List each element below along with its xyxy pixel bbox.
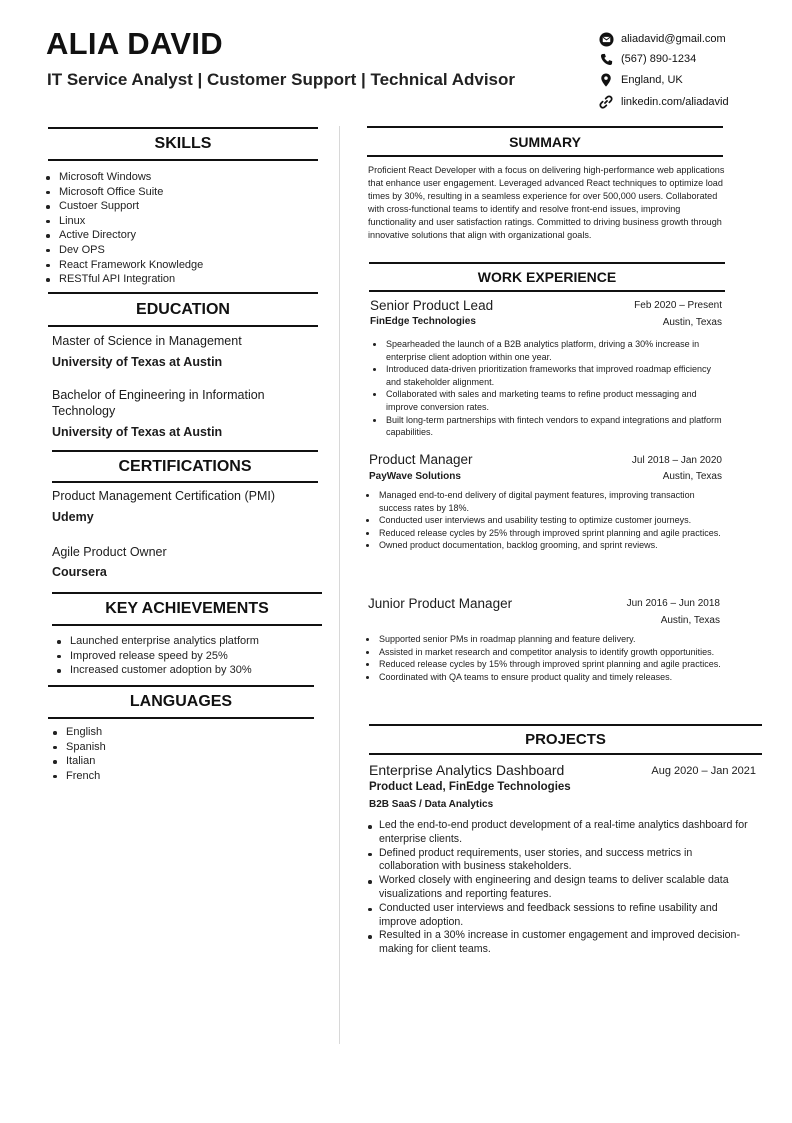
list-item: Managed end-to-end delivery of digital payment features, improving transaction success rates by 18%. xyxy=(363,489,725,514)
education-school: University of Texas at Austin xyxy=(52,355,223,369)
job-bullets xyxy=(363,633,725,683)
location-pin-icon xyxy=(598,72,614,88)
list-item: Italian xyxy=(52,754,106,769)
certification-issuer: Coursera xyxy=(52,565,107,579)
education-degree: Bachelor of Engineering in Information xyxy=(52,388,265,402)
list-item: Increased customer adoption by 30% xyxy=(56,663,259,678)
list-item: Supported senior PMs in roadmap planning and feature delivery. xyxy=(363,633,725,646)
job-company: FinEdge Technologies xyxy=(370,316,476,327)
job-dates: Jun 2016 – Jun 2018 xyxy=(626,598,720,609)
job-bullets xyxy=(370,338,726,439)
contact-linkedin[interactable] xyxy=(598,93,729,111)
contact-email[interactable] xyxy=(598,30,726,48)
candidate-tagline: IT Service Analyst | Customer Support | Technical Advisor xyxy=(47,70,515,89)
skills-heading: SKILLS xyxy=(48,127,318,161)
phone-icon xyxy=(598,51,614,67)
list-item: Resulted in a 30% increase in customer engagement and improved decision-making for client teams. xyxy=(368,929,754,957)
list-item: Launched enterprise analytics platform xyxy=(56,634,259,649)
contact-phone[interactable] xyxy=(598,50,696,68)
project-role: Product Lead, FinEdge Technologies xyxy=(369,781,571,793)
education-degree-continued: Technology xyxy=(52,404,116,418)
certification-name: Product Management Certification (PMI) xyxy=(52,489,276,503)
link-icon xyxy=(598,94,614,110)
list-item: French xyxy=(52,769,106,784)
list-item: Assisted in market research and competitor analysis to identify growth opportunities. xyxy=(363,646,725,659)
column-divider xyxy=(339,126,340,1044)
list-item: Active Directory xyxy=(45,228,203,243)
job-dates: Feb 2020 – Present xyxy=(634,300,722,311)
list-item: Owned product documentation, backlog grooming, and sprint reviews. xyxy=(363,539,725,552)
achievements-heading: KEY ACHIEVEMENTS xyxy=(52,592,322,626)
list-item: Spearheaded the launch of a B2B analytics platform, driving a 30% increase in enterprise client adoption within one year. xyxy=(370,338,726,363)
list-item: Microsoft Windows xyxy=(45,170,203,185)
list-item: Improved release speed by 25% xyxy=(56,649,259,664)
education-heading: EDUCATION xyxy=(48,292,318,327)
job-dates: Jul 2018 – Jan 2020 xyxy=(631,455,722,466)
job-title: Junior Product Manager xyxy=(368,596,513,611)
certification-issuer: Udemy xyxy=(52,510,94,524)
project-domain: B2B SaaS / Data Analytics xyxy=(369,799,494,810)
list-item: Conducted user interviews and usability testing to optimize customer journeys. xyxy=(363,514,725,527)
work-experience-heading: WORK EXPERIENCE xyxy=(369,262,725,292)
skills-list xyxy=(45,170,203,287)
list-item: Defined product requirements, user stories, and success metrics in collaboration with business stakeholders. xyxy=(368,847,754,875)
education-degree: Master of Science in Management xyxy=(52,334,242,348)
job-location: Austin, Texas xyxy=(662,317,722,328)
list-item: Built long-term partnerships with fintech vendors to expand integrations and platform capabilities. xyxy=(370,414,726,439)
summary-heading: SUMMARY xyxy=(367,126,723,157)
list-item: Spanish xyxy=(52,740,106,755)
candidate-name: ALIA DAVID xyxy=(46,26,223,61)
contact-location-text: England, UK xyxy=(621,74,683,86)
project-name: Enterprise Analytics Dashboard xyxy=(369,762,565,778)
list-item: Microsoft Office Suite xyxy=(45,185,203,200)
list-item: RESTful API Integration xyxy=(45,272,203,287)
list-item: Collaborated with sales and marketing teams to refine product messaging and improve conversion rates. xyxy=(370,388,726,413)
list-item: Introduced data-driven prioritization frameworks that improved roadmap efficiency and stakeholder alignment. xyxy=(370,363,726,388)
list-item: Linux xyxy=(45,214,203,229)
projects-heading: PROJECTS xyxy=(369,724,762,755)
languages-heading: LANGUAGES xyxy=(48,685,314,719)
job-title: Senior Product Lead xyxy=(370,298,494,313)
list-item: Reduced release cycles by 15% through improved sprint planning and agile practices. xyxy=(363,658,725,671)
project-dates: Aug 2020 – Jan 2021 xyxy=(651,765,756,777)
list-item: English xyxy=(52,725,106,740)
list-item: Dev OPS xyxy=(45,243,203,258)
list-item: Coordinated with QA teams to ensure product quality and timely releases. xyxy=(363,671,725,684)
job-title: Product Manager xyxy=(369,452,473,467)
list-item: React Framework Knowledge xyxy=(45,258,203,273)
achievements-list xyxy=(56,634,259,678)
summary-paragraph: Proficient React Developer with a focus on delivering high-performance web applications that enhance user engagement. Leveraged advanced React techniques to optimize load times by 30%, resulting in a seamless experience for over 500,000 users. Collaborated with cross-functional teams to identify and resolve front-end issues, improving functionality and user satisfaction ratings. Committed to driving business growth through innovative solutions that align with organizational goals. xyxy=(368,165,725,240)
contact-phone-text: (567) 890-1234 xyxy=(621,53,697,65)
email-icon xyxy=(598,31,614,47)
job-bullets xyxy=(363,489,725,552)
languages-list xyxy=(52,725,106,783)
certifications-heading: CERTIFICATIONS xyxy=(52,450,318,483)
job-company: PayWave Solutions xyxy=(369,471,461,482)
job-location: Austin, Texas xyxy=(660,615,720,626)
certification-name: Agile Product Owner xyxy=(52,545,167,559)
list-item: Conducted user interviews and feedback sessions to refine usability and improve adoption. xyxy=(368,902,754,930)
list-item: Worked closely with engineering and design teams to deliver scalable data visualizations and reporting features. xyxy=(368,874,754,902)
list-item: Led the end-to-end product development of a real-time analytics dashboard for enterprise clients. xyxy=(368,819,754,847)
contact-linkedin-text: linkedin.com/aliadavid xyxy=(621,96,729,108)
job-location: Austin, Texas xyxy=(662,471,722,482)
list-item: Custoer Support xyxy=(45,199,203,214)
list-item: Reduced release cycles by 25% through improved sprint planning and agile practices. xyxy=(363,527,725,540)
education-school: University of Texas at Austin xyxy=(52,425,223,439)
contact-location xyxy=(598,71,683,89)
contact-email-text: aliadavid@gmail.com xyxy=(621,33,726,45)
project-bullets xyxy=(368,819,754,957)
